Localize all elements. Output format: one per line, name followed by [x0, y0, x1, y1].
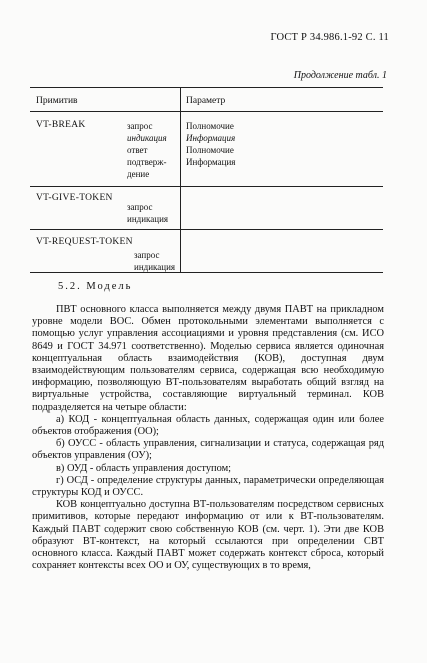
subtype-label: индикация — [127, 214, 169, 224]
page-header: ГОСТ Р 34.986.1-92 С. 11 — [270, 32, 389, 43]
subtype-label: запрос — [127, 202, 153, 212]
paragraph: КОВ концептуально доступна ВТ-пользователям посредством сервисных примитивов, которые передают информацию от или к ВТ-пользователям. Каждый ПАВТ содержит свою собственную КОВ (см. черт. 1). Эти две КОВ образуют ВТ-контекст, на который ссылаются при определении СВТ основного класса. Каждый ПАВТ может содержать контекст сброса, который сохраняет контексты всех ОО и ОУ, существующих в то время, — [32, 499, 384, 572]
subtype-label: подтверж- — [127, 157, 167, 167]
column-header-parameter: Параметр — [186, 96, 226, 106]
table-column-divider — [180, 87, 181, 273]
primitives-table — [30, 87, 383, 273]
parameter-label: Полномочие — [186, 145, 234, 155]
subtype-label: запрос — [134, 250, 160, 260]
column-header-primitive: Примитив — [36, 96, 78, 106]
table-row-rule — [30, 186, 383, 187]
primitive-vt-give-token: VT-GIVE-TOKEN — [36, 193, 113, 203]
paragraph: а) КОД - концептуальная область данных, содержащая один или более объектов отображения (ОО); — [32, 413, 384, 438]
subtype-label: индикация — [134, 262, 176, 272]
paragraph: в) ОУД - область управления доступом; — [56, 462, 232, 474]
table-continuation-label: Продолжение табл. 1 — [293, 70, 387, 81]
vt-request-token-subtypes — [134, 249, 175, 273]
vt-break-subtypes — [127, 120, 167, 180]
vt-break-parameters — [186, 120, 235, 168]
table-header-rule — [30, 111, 383, 112]
table-bottom-rule — [30, 272, 383, 273]
primitive-vt-break: VT-BREAK — [36, 120, 86, 130]
subtype-label: запрос — [127, 121, 153, 131]
parameter-label: Полномочие — [186, 121, 234, 131]
section-title: 5.2. Модель — [58, 281, 133, 292]
body-text — [32, 304, 384, 572]
table-row-rule — [30, 229, 383, 230]
vt-give-token-subtypes — [127, 201, 168, 225]
paragraph: ПВТ основного класса выполняется между двумя ПАВТ на прикладном уровне модели ВОС. Обмен протокольными элементами выполняется с помощью услуг управления ассоциациями и уровня представления (см. ИСО 8649 и ГОСТ 34.971 соответственно). Моделью сервиса является одиночная концептуальная область взаимодействия (КОВ), доступная двум взаимодействующим пользователям сервиса, содержащая всю необходимую информацию, позволяющую ВТ-пользователям выработать общий взгляд на виртуальные устройства, составляющие виртуальный терминал. КОВ подразделяется на четыре области: — [32, 304, 384, 413]
paragraph: г) ОСД - определение структуры данных, параметрически определяющая структуры КОД и ОУСС. — [32, 474, 384, 499]
primitive-vt-request-token: VT-REQUEST-TOKEN — [36, 237, 133, 247]
paragraph: б) ОУСС - область управления, сигнализации и статуса, содержащая ряд объектов управления (ОУ); — [32, 438, 384, 462]
table-top-rule — [30, 87, 383, 88]
subtype-label: дение — [127, 169, 150, 179]
subtype-label: ответ — [127, 145, 148, 155]
parameter-label: Информация — [186, 133, 236, 143]
subtype-label: индикация — [127, 133, 167, 143]
parameter-label: Информация — [186, 157, 236, 167]
